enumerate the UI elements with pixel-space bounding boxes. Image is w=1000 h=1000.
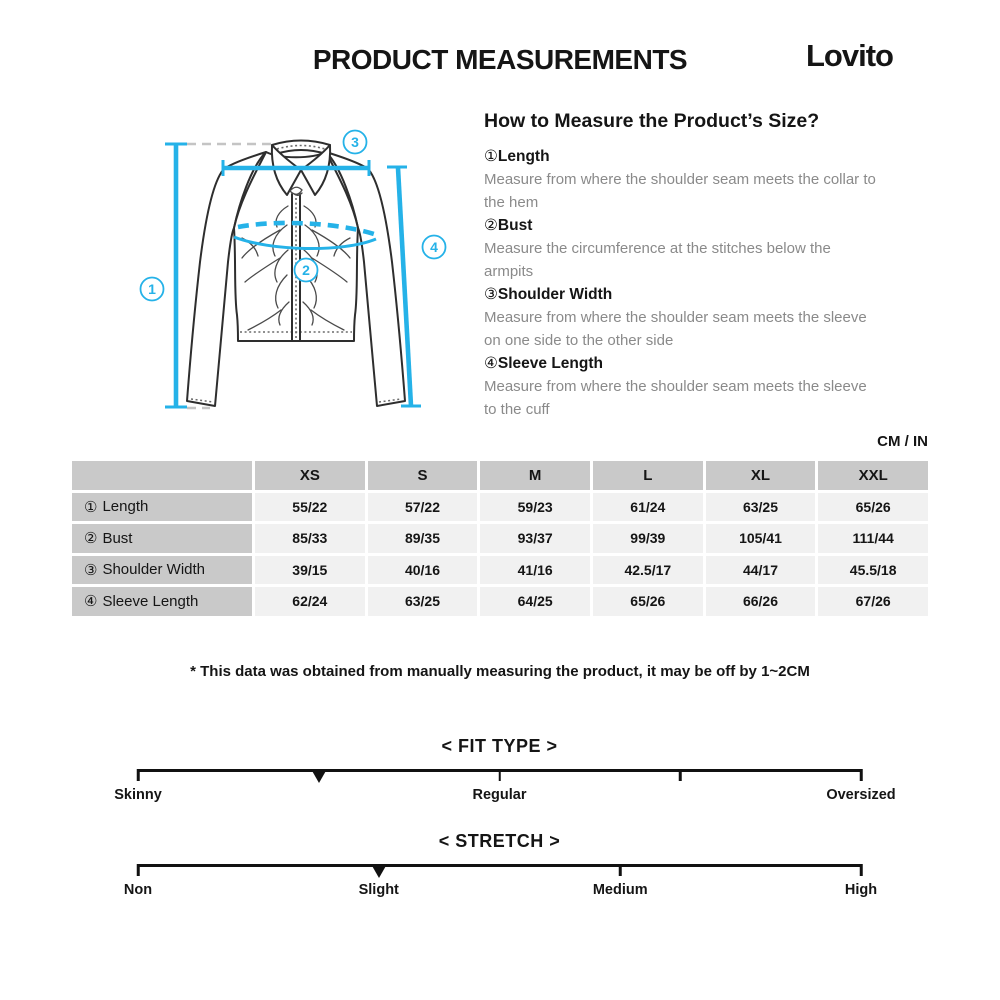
measurement-value-cell: 85/33 (255, 524, 365, 553)
measurement-value-cell: 40/16 (368, 556, 478, 585)
measurement-value-cell: 39/15 (255, 556, 365, 585)
collar-band (272, 141, 330, 155)
measurement-row-label (72, 493, 252, 522)
measure-item-label: Sleeve Length (497, 355, 603, 372)
measurement-value-cell: 55/22 (255, 493, 365, 522)
length-measure-line (165, 144, 187, 407)
scale-tick (498, 769, 501, 781)
size-column-header: XL (706, 461, 816, 490)
measurement-value-cell: 65/26 (818, 493, 928, 522)
measurement-value-cell: 66/26 (706, 587, 816, 616)
how-to-title: How to Measure the Product’s Size? (484, 110, 820, 132)
unit-label: CM / IN (877, 433, 928, 450)
circled-number: ④ (84, 593, 98, 611)
diagram-marker-2 (295, 259, 318, 282)
size-column-header: XS (255, 461, 365, 490)
circled-number: ② (84, 530, 98, 548)
circled-number: ① (484, 148, 498, 165)
scale-line (138, 864, 861, 867)
measure-item-label: Length (497, 148, 550, 165)
scale-marker-triangle (311, 769, 327, 783)
measurement-value-cell: 41/16 (480, 556, 590, 585)
circled-number: ③ (484, 286, 498, 303)
measure-item-description: Measure from where the shoulder seam meets the sleeve to the cuff (484, 378, 867, 418)
scale-tick (860, 864, 863, 876)
scale-section (123, 831, 878, 902)
scale-tick (137, 864, 140, 876)
measurement-value-cell: 44/17 (706, 556, 816, 585)
diagram-marker-4 (423, 236, 446, 259)
scale-label: Oversized (826, 787, 896, 803)
row-label-text: Sleeve Length (102, 592, 199, 610)
svg-text:4: 4 (430, 239, 438, 255)
how-to-items (484, 145, 934, 421)
scale-track (138, 864, 861, 880)
scale-track (138, 769, 861, 785)
measure-item-label: Shoulder Width (497, 286, 613, 303)
measurement-value-cell: 42.5/17 (593, 556, 703, 585)
page-title: PRODUCT MEASUREMENTS (312, 44, 688, 75)
disclaimer-note: * This data was obtained from manually measuring the product, it may be off by 1~2CM (190, 663, 810, 680)
row-label-text: Shoulder Width (102, 561, 206, 579)
measure-instruction (484, 283, 934, 352)
measure-item-description: Measure from where the shoulder seam meets the sleeve on one side to the other side (484, 309, 867, 349)
measurement-row-label (72, 587, 252, 616)
table-corner-cell (72, 461, 252, 490)
measure-item-heading (484, 214, 934, 238)
measurement-value-cell: 65/26 (593, 587, 703, 616)
measurement-value-cell: 63/25 (706, 493, 816, 522)
how-to-measure-section (484, 110, 934, 421)
circled-number: ④ (484, 355, 498, 372)
garment-diagram (130, 110, 460, 440)
size-table (72, 461, 928, 616)
measurement-value-cell: 63/25 (368, 587, 478, 616)
scale-tick (679, 769, 682, 781)
measure-item-description: Measure from where the shoulder seam meets the collar to the hem (484, 171, 876, 211)
circled-number: ① (84, 498, 98, 516)
scale-label: Non (123, 882, 153, 898)
circled-number: ③ (84, 561, 98, 579)
size-column-header: M (480, 461, 590, 490)
scale-label: Regular (472, 787, 527, 803)
row-label-text: Bust (102, 529, 133, 547)
measurement-value-cell: 99/39 (593, 524, 703, 553)
measurement-value-cell: 59/23 (480, 493, 590, 522)
circled-number: ② (484, 217, 498, 234)
scale-labels (123, 882, 878, 902)
measurement-value-cell: 62/24 (255, 587, 365, 616)
scale-marker-triangle (371, 864, 387, 878)
size-column-header: S (368, 461, 478, 490)
measurement-value-cell: 93/37 (480, 524, 590, 553)
scale-tick (137, 769, 140, 781)
brand-logo: Lovito (806, 38, 893, 73)
size-column-header: L (593, 461, 703, 490)
measurement-value-cell: 45.5/18 (818, 556, 928, 585)
scale-title: < FIT TYPE > (441, 736, 558, 756)
measure-instruction (484, 214, 934, 283)
measurement-value-cell: 61/24 (593, 493, 703, 522)
measure-item-description: Measure the circumference at the stitches below the armpits (484, 240, 831, 280)
measurement-row-label (72, 556, 252, 585)
measurement-value-cell: 64/25 (480, 587, 590, 616)
size-column-header: XXL (818, 461, 928, 490)
scale-tick (860, 769, 863, 781)
measurement-row-label (72, 524, 252, 553)
measurement-value-cell: 67/26 (818, 587, 928, 616)
scale-label: Skinny (114, 787, 162, 803)
measurement-value-cell: 89/35 (368, 524, 478, 553)
measure-item-heading (484, 283, 934, 307)
measure-item-heading (484, 145, 934, 169)
measure-item-label: Bust (497, 217, 533, 234)
measurement-value-cell: 105/41 (706, 524, 816, 553)
scale-labels (114, 787, 896, 807)
svg-text:3: 3 (351, 134, 359, 150)
measure-item-heading (484, 352, 934, 376)
svg-text:2: 2 (302, 262, 310, 278)
svg-text:1: 1 (148, 281, 156, 297)
measure-instruction (484, 145, 934, 214)
scale-section (114, 736, 896, 807)
scale-tick (619, 864, 622, 876)
scale-label: Slight (358, 882, 399, 898)
measurement-value-cell: 111/44 (818, 524, 928, 553)
scale-title: < STRETCH > (438, 831, 561, 851)
scale-label: High (844, 882, 878, 898)
row-label-text: Length (102, 498, 149, 516)
scale-label: Medium (592, 882, 648, 898)
measurement-value-cell: 57/22 (368, 493, 478, 522)
diagram-marker-3 (344, 131, 367, 154)
diagram-marker-1 (141, 278, 164, 301)
measure-instruction (484, 352, 934, 421)
scales-container (114, 736, 896, 902)
